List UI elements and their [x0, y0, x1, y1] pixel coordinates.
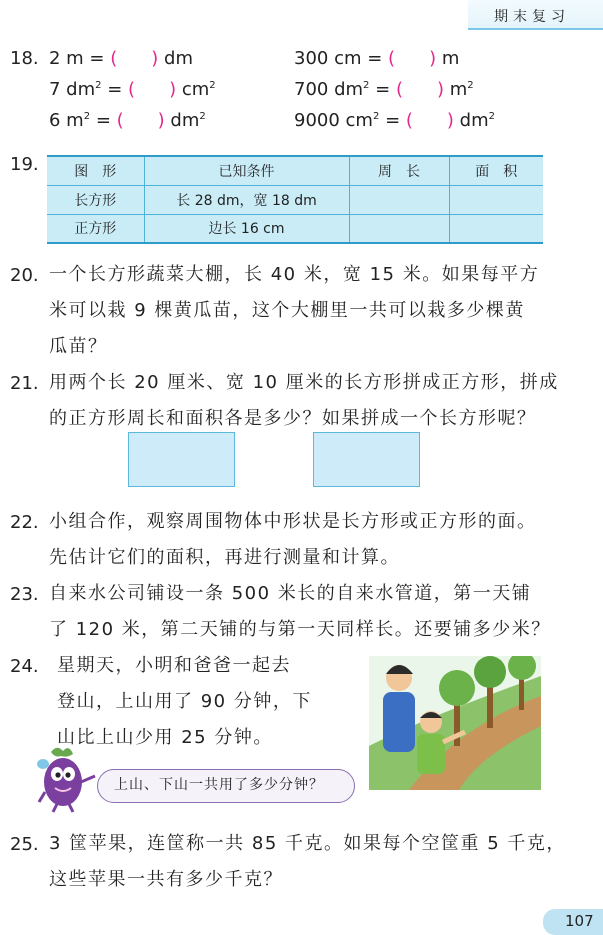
- question-number-22: 22.: [10, 512, 39, 533]
- table-cell: 长 28 dm，宽 18 dm: [144, 185, 349, 214]
- table-row: [47, 214, 543, 243]
- q24-text: 星期天，小明和爸爸一起去 登山，上山用了 90 分钟，下 山比上山少用 25 分钟。: [57, 655, 312, 748]
- answer-cell[interactable]: [349, 214, 449, 243]
- table-row: [47, 185, 543, 214]
- answer-cell[interactable]: [449, 185, 543, 214]
- question-number-25: 25.: [10, 834, 39, 855]
- answer-cell[interactable]: [449, 214, 543, 243]
- table-cell: 长方形: [47, 185, 144, 214]
- q18-right-2: 700 $dm^2$ = ( ) $m^2$: [294, 79, 474, 100]
- table-header: 图 形: [47, 156, 144, 185]
- question-number-21: 21.: [10, 373, 39, 394]
- rectangle-diagram: [313, 432, 420, 487]
- table-header: 面 积: [449, 156, 543, 185]
- question-number-20: 20.: [10, 265, 39, 286]
- q25-text: 3 筐苹果，连筐称一共 85 千克。如果每个空筐重 5 千克， 这些苹果一共有多少千克？: [49, 833, 566, 890]
- table-header: 周 长: [349, 156, 449, 185]
- q20-text: 一个长方形蔬菜大棚，长 40 米，宽 15 米。如果每平方 米可以栽 9 棵黄瓜苗，这个大棚里一共可以栽多少棵黄 瓜苗？: [49, 264, 540, 357]
- table-cell: 正方形: [47, 214, 144, 243]
- table-header: 已知条件: [144, 156, 349, 185]
- q22-text: 小组合作，观察周围物体中形状是长方形或正方形的面。 先估计它们的面积，再进行测量和计算。: [49, 511, 537, 568]
- mountain-climbing-illustration: [369, 656, 541, 790]
- speech-bubble: 上山、下山一共用了多少分钟？: [97, 769, 355, 803]
- question-number-24: 24.: [10, 656, 39, 677]
- eggplant-mascot-icon: [33, 742, 103, 814]
- section-title: 期末复习: [494, 9, 570, 25]
- q18-left-2: 7 $dm^2$ = ( ) $cm^2$: [49, 79, 216, 100]
- table-cell: 边长 16 cm: [144, 214, 349, 243]
- answer-cell[interactable]: [349, 185, 449, 214]
- q18-right-3: 9000 $cm^2$ = ( ) $dm^2$: [294, 110, 495, 131]
- question-number-19: 19.: [10, 154, 39, 175]
- question-number-23: 23.: [10, 584, 39, 605]
- q23-text: 自来水公司铺设一条 500 米长的自来水管道，第一天铺 了 120 米，第二天铺的与第一天同样长。还要铺多少米？: [49, 583, 551, 640]
- page-number: 107: [565, 912, 594, 930]
- q18-left-3: 6 $m^2$ = ( ) $dm^2$: [49, 110, 206, 131]
- q18-left-1: 2 m = ( ) dm: [49, 48, 193, 69]
- question-number-18: 18.: [10, 48, 39, 69]
- q18-right-1: 300 cm = ( ) m: [294, 48, 460, 69]
- q21-text: 用两个长 20 厘米、宽 10 厘米的长方形拼成正方形，拼成 的正方形周长和面积各是多少？如果拼成一个长方形呢？: [49, 372, 559, 429]
- table-header-row: [47, 156, 543, 185]
- rectangle-diagram: [128, 432, 235, 487]
- q19-table: [47, 155, 543, 244]
